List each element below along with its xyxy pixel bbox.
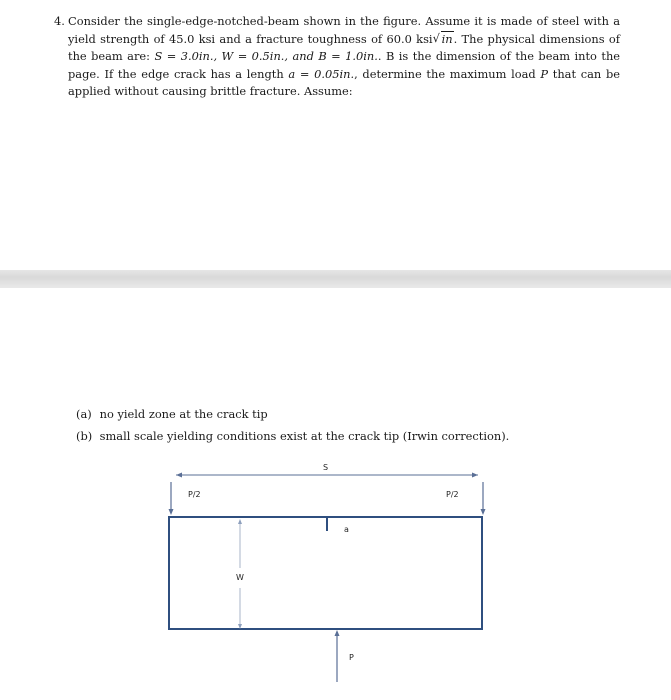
left-load-label: P/2	[188, 490, 201, 499]
beam-body	[169, 517, 482, 629]
center-load	[335, 630, 355, 682]
width-dimension	[236, 519, 244, 629]
problem-text-3: . B is the dimension of the beam into the page. If the edge crack has a length	[68, 49, 621, 81]
problem-text-5: that can be applied without causing brittle fracture. Assume:	[68, 66, 620, 99]
span-label: S	[323, 463, 329, 472]
span-arrow-left-icon	[176, 473, 182, 478]
problem-text-4: , determine the maximum load	[354, 66, 536, 81]
right-load-label: P/2	[446, 490, 459, 499]
problem-text-1: Consider the single-edge-notched-beam shown in the figure. Assume it is made of steel with a yield strength of 45.0 ksi and a fracture toughness of 60.0 ksi	[68, 14, 620, 46]
width-label: W	[236, 573, 244, 582]
center-load-label: P	[349, 653, 354, 662]
right-load-arrow-icon	[481, 509, 486, 515]
left-load-arrow-icon	[169, 509, 174, 515]
part-a-label: (a)	[76, 407, 92, 421]
part-b-label: (b)	[76, 429, 93, 443]
problem-text-2: . The physical dimensions of the beam are:	[68, 31, 620, 64]
crack-label: a	[344, 525, 349, 534]
span-dimension	[176, 463, 478, 478]
width-arrow-top-icon	[238, 519, 242, 524]
problem-number: 4.	[54, 14, 65, 28]
center-load-arrow-icon	[335, 630, 340, 636]
load-symbol: P	[540, 66, 549, 81]
crack-length-text: a = 0.05in.	[288, 66, 355, 81]
sqrt-argument: in	[441, 31, 453, 46]
part-b-text: small scale yielding conditions exist at the crack tip (Irwin correction).	[99, 429, 510, 443]
crack	[327, 517, 349, 534]
right-load	[446, 482, 486, 515]
left-load	[169, 482, 201, 515]
dimensions-text: S = 3.0in., W = 0.5in., and B = 1.0in.	[154, 49, 378, 64]
part-a-text: no yield zone at the crack tip	[99, 407, 268, 421]
span-arrow-right-icon	[472, 473, 478, 478]
